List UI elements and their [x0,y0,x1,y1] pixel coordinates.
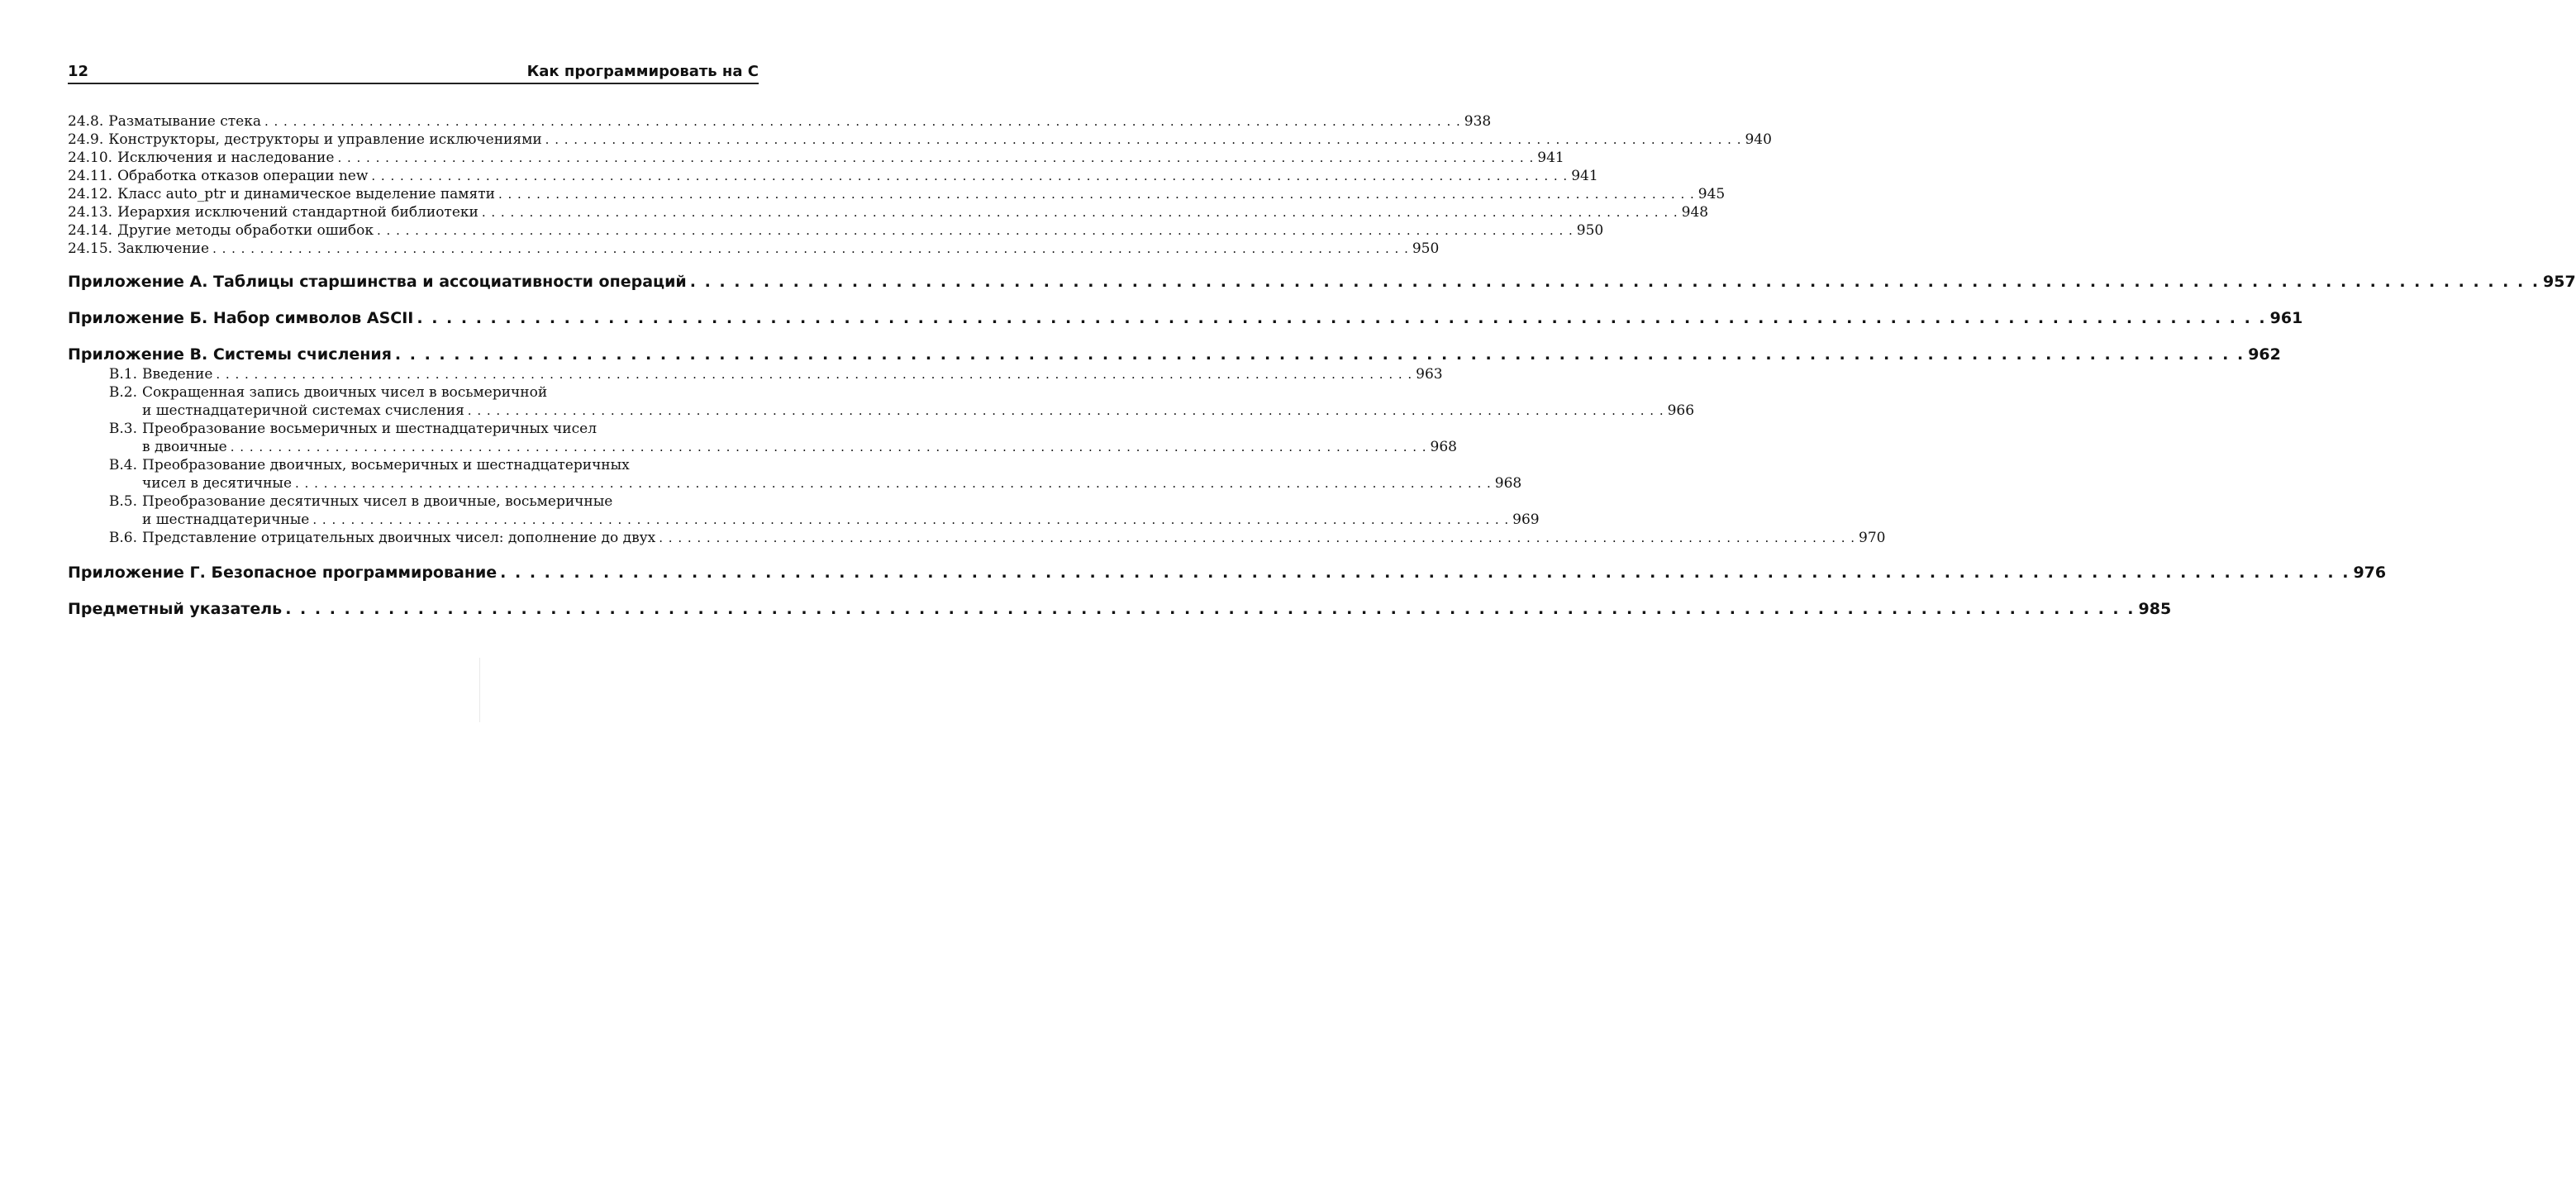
entry-page: 941 [1571,168,1598,184]
appendix-page: 961 [2269,309,2303,327]
entry-title: Представление отрицательных двоичных чисел: дополнение до двух [142,530,656,546]
toc-entry[interactable] [68,365,1443,383]
index-title: Предметный указатель [68,600,283,618]
toc-entry[interactable] [68,203,1709,221]
toc-entry[interactable] [68,456,1522,492]
dot-leader [690,271,2540,293]
entry-title-line2: и шестнадцатеричные [142,511,310,528]
toc-entry[interactable] [68,149,1564,167]
entry-page: 969 [1512,511,1540,528]
entry-number: 24.13. [68,204,113,221]
entry-number: 24.11. [68,168,113,184]
entry-title: Другие методы обработки ошибок [117,222,374,239]
dot-leader [482,203,1678,221]
toc-appendix-g[interactable] [68,562,2387,583]
dot-leader [312,511,1509,529]
toc-entry[interactable] [68,131,1772,149]
entry-title-line2: чисел в десятичные [142,475,292,492]
entry-title-line1: Преобразование восьмеричных и шестнадцатеричных чисел [142,421,598,437]
appendix-title: Приложение Г. Безопасное программирование [68,564,498,582]
dot-leader [295,474,1492,492]
entry-title-line1: Преобразование двоичных, восьмеричных и шестнадцатеричных [142,457,630,473]
entry-page: 963 [1416,366,1443,383]
entry-number: 24.8. [68,113,104,130]
toc-appendix-b[interactable] [68,307,2303,329]
entry-title-line1: Преобразование десятичных чисел в двоичные, восьмеричные [142,493,613,510]
dot-leader [337,149,1534,167]
entry-page: 941 [1537,150,1564,166]
toc-entry[interactable] [68,221,1604,240]
entry-page: 950 [1576,222,1604,239]
entry-page: 945 [1697,186,1726,202]
appendix-page: 962 [2248,345,2281,364]
entry-page: 968 [1430,439,1457,455]
toc-entry[interactable] [68,185,1726,203]
entry-number: В.4. [108,457,137,473]
entry-page: 940 [1745,131,1772,148]
scan-artifact-line [479,658,480,722]
appendix-title: Приложение А. Таблицы старшинства и ассоциативности операций [68,273,687,291]
entry-title: Конструкторы, деструкторы и управление исключениями [108,131,542,148]
appendix-page: 976 [2353,564,2387,582]
page-number: 12 [68,63,89,80]
appendix-title: Приложение В. Системы счисления [68,345,392,364]
toc-entry[interactable] [68,383,1695,420]
dot-leader [545,131,1742,149]
entry-title-line1: Сокращенная запись двоичных чисел в восьмеричной [142,384,548,401]
appendix-page: 957 [2543,273,2576,291]
dot-leader [212,240,1409,258]
entry-title: Заключение [117,240,210,257]
toc-entry[interactable] [68,112,1492,131]
entry-page: 968 [1494,475,1522,492]
toc-entry[interactable] [68,529,1886,547]
dot-leader [500,562,2350,583]
entry-page: 966 [1667,402,1695,419]
entry-page: 938 [1464,113,1492,130]
toc-entry[interactable] [68,240,1440,258]
entry-title: Разматывание стека [108,113,261,130]
toc-entry[interactable] [68,167,1598,185]
running-title: Как программировать на C [526,63,759,80]
appendix-title: Приложение Б. Набор символов ASCII [68,309,414,327]
entry-page: 948 [1681,204,1709,221]
dot-leader [417,307,2266,329]
dot-leader [371,167,1568,185]
entry-number: 24.15. [68,240,113,257]
entry-number: В.6. [108,530,137,546]
entry-number: 24.10. [68,150,113,166]
entry-number: В.2. [108,384,137,401]
dot-leader [377,221,1574,240]
dot-leader [216,365,1412,383]
dot-leader [285,598,2135,620]
dot-leader [468,402,1664,420]
entry-number: 24.12. [68,186,113,202]
entry-page: 970 [1859,530,1886,546]
index-page: 985 [2138,600,2172,618]
toc-appendix-a[interactable] [68,271,2576,293]
entry-number: 24.9. [68,131,104,148]
dot-leader [659,529,1855,547]
dot-leader [498,185,1695,203]
toc-entry[interactable] [68,492,1540,529]
toc-index[interactable] [68,598,2172,620]
entry-title: Иерархия исключений стандартной библиотеки [117,204,479,221]
entry-title-line2: в двоичные [142,439,227,455]
toc-entry[interactable] [68,420,1457,456]
dot-leader [231,438,1427,456]
entry-title: Введение [142,366,213,383]
table-of-contents [68,112,2576,620]
entry-title-line2: и шестнадцатеричной системах счисления [142,402,464,419]
entry-title: Класс auto_ptr и динамическое выделение памяти [117,186,495,202]
page-header [68,63,759,84]
entry-number: В.1. [108,366,137,383]
entry-number: В.3. [108,421,137,437]
toc-appendix-v[interactable] [68,344,2281,365]
entry-page: 950 [1412,240,1440,257]
dot-leader [395,344,2245,365]
entry-title: Исключения и наследование [117,150,335,166]
entry-number: 24.14. [68,222,113,239]
entry-number: В.5. [108,493,137,510]
entry-title: Обработка отказов операции new [117,168,369,184]
dot-leader [264,112,1461,131]
